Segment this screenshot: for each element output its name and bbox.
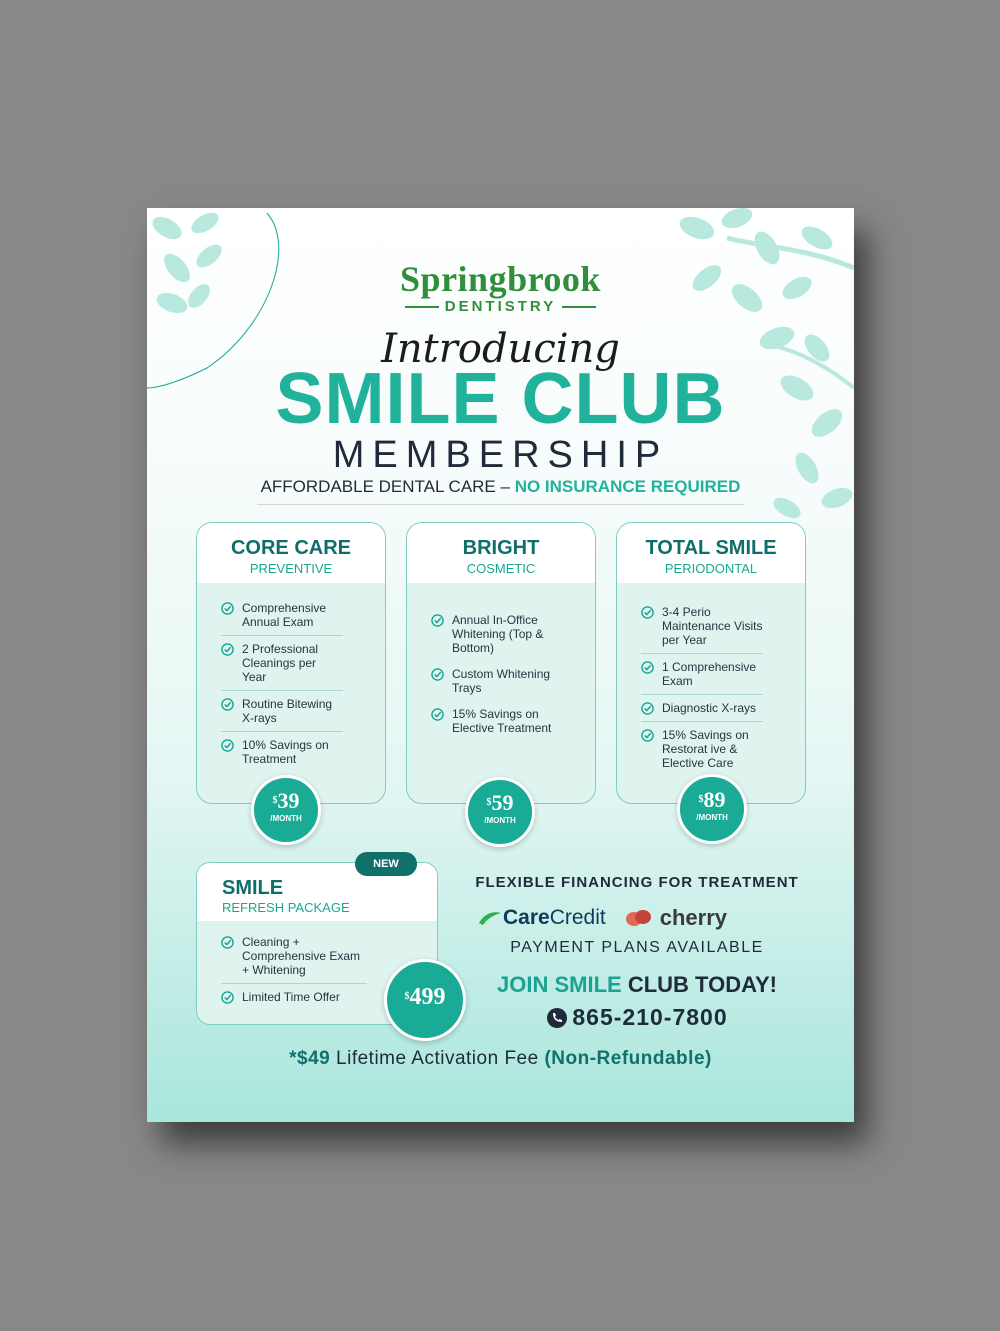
- feature-item: 10% Savings on Treatment: [221, 732, 343, 772]
- feature-item: 15% Savings on Elective Treatment: [431, 701, 553, 741]
- cherry-logo: cherry: [624, 905, 727, 931]
- price-badge-bright: $59 /MONTH: [465, 777, 535, 847]
- feature-item: Comprehensive Annual Exam: [221, 595, 343, 636]
- feature-item: 1 Comprehensive Exam: [641, 654, 763, 695]
- feature-item: 2 Professional Cleanings per Year: [221, 636, 343, 691]
- check-icon: [641, 702, 654, 715]
- headline-subtitle: MEMBERSHIP: [332, 434, 669, 476]
- check-icon: [431, 668, 444, 681]
- check-icon: [221, 991, 234, 1004]
- check-icon: [641, 661, 654, 674]
- plan-subtitle: PERIODONTAL: [664, 561, 758, 576]
- cherry-icon: [624, 907, 654, 929]
- check-icon: [221, 936, 234, 949]
- plan-title: BRIGHT: [462, 537, 540, 559]
- price-badge-core-care: $39 /MONTH: [251, 775, 321, 845]
- payment-plans-text: PAYMENT PLANS AVAILABLE: [510, 939, 764, 956]
- plan-title: TOTAL SMILE: [645, 537, 777, 559]
- feature-item: Annual In-Office Whitening (Top & Bottom): [431, 607, 553, 661]
- divider: [257, 504, 744, 505]
- brand-logo: Springbrook: [400, 259, 601, 299]
- plan-title: CORE CARE: [230, 537, 351, 559]
- feature-item: Cleaning + Comprehensive Exam + Whitening: [221, 929, 367, 984]
- check-icon: [641, 606, 654, 619]
- plan-card-total-smile: [616, 522, 806, 804]
- plan-subtitle: COSMETIC: [466, 561, 536, 576]
- phone-icon: [546, 1007, 568, 1029]
- carecredit-swoosh-icon: [477, 909, 503, 927]
- feature-item: Limited Time Offer: [221, 984, 367, 1010]
- feature-item: 15% Savings on Restorat ive & Elective Care: [641, 722, 763, 776]
- check-icon: [221, 739, 234, 752]
- phone-number[interactable]: 865-210-7800: [457, 1004, 817, 1031]
- check-icon: [431, 708, 444, 721]
- financing-logos: [477, 905, 777, 931]
- intro-script: Introducing: [381, 326, 620, 372]
- check-icon: [641, 729, 654, 742]
- new-badge: NEW: [355, 852, 417, 876]
- check-icon: [221, 602, 234, 615]
- feature-item: Diagnostic X-rays: [641, 695, 763, 722]
- tagline: AFFORDABLE DENTAL CARE – NO INSURANCE REQUIRED: [260, 477, 741, 496]
- check-icon: [221, 698, 234, 711]
- join-cta: JOIN SMILE CLUB TODAY!: [497, 972, 777, 997]
- plan-card-bright: [406, 522, 596, 804]
- check-icon: [431, 614, 444, 627]
- activation-fee: *$49 Lifetime Activation Fee (Non-Refundable): [289, 1048, 712, 1069]
- brand-subtitle: DENTISTRY: [147, 298, 854, 315]
- flyer: [147, 208, 854, 1122]
- plan-subtitle: PREVENTIVE: [249, 561, 333, 576]
- check-icon: [221, 643, 234, 656]
- price-badge-refresh: $499: [384, 959, 466, 1041]
- refresh-subtitle: REFRESH PACKAGE: [222, 900, 350, 915]
- feature-item: 3-4 Perio Maintenance Visits per Year: [641, 599, 763, 654]
- refresh-title: SMILE: [222, 877, 284, 899]
- headline-title: SMILE CLUB: [275, 359, 726, 439]
- feature-item: Custom Whitening Trays: [431, 661, 553, 701]
- plan-card-core-care: [196, 522, 386, 804]
- price-badge-total-smile: $89 /MONTH: [677, 774, 747, 844]
- carecredit-logo: Care Credit: [477, 906, 606, 930]
- feature-item: Routine Bitewing X-rays: [221, 691, 343, 732]
- financing-title: FLEXIBLE FINANCING FOR TREATMENT: [475, 874, 799, 891]
